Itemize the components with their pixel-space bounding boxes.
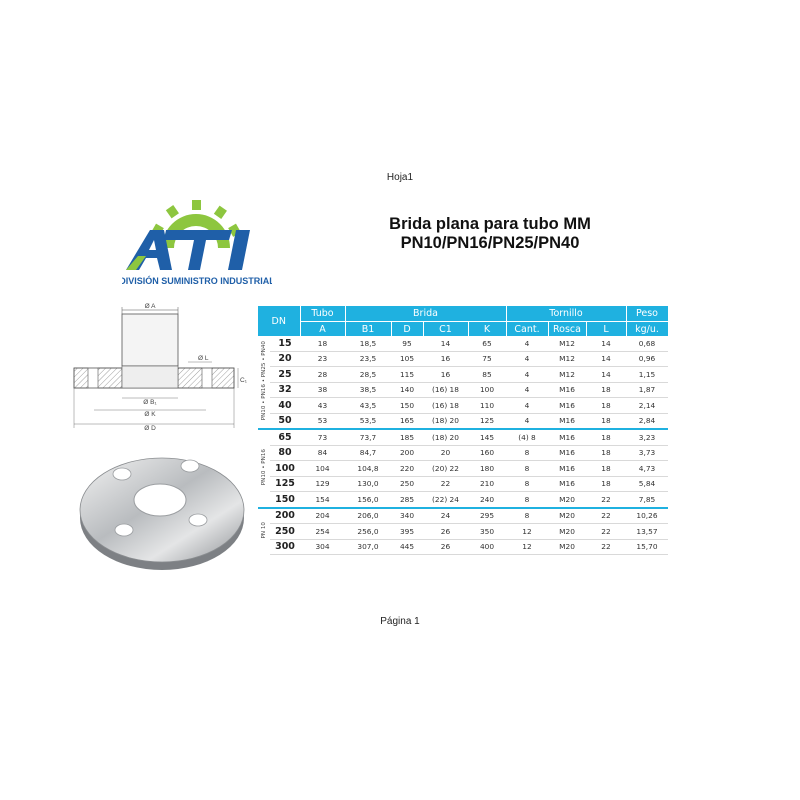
- table-cell: 3,23: [626, 429, 668, 445]
- col-sub-a: A: [300, 322, 345, 337]
- table-cell: 16: [423, 367, 468, 383]
- table-cell: (20) 22: [423, 461, 468, 477]
- table-row: [258, 461, 668, 477]
- table-cell: 43,5: [345, 398, 391, 414]
- table-cell: 0,68: [626, 336, 668, 351]
- table-cell: 18: [586, 476, 626, 492]
- table-cell: 73: [300, 429, 345, 445]
- table-cell: 16: [423, 351, 468, 367]
- table-cell: 0,96: [626, 351, 668, 367]
- table-cell: 28: [300, 367, 345, 383]
- table-cell: M12: [548, 336, 586, 351]
- table-cell: 104,8: [345, 461, 391, 477]
- table-cell: 22: [586, 539, 626, 555]
- table-cell: 8: [506, 508, 548, 524]
- table-cell: 300: [270, 539, 300, 555]
- table-row: [258, 524, 668, 540]
- table-cell: 395: [391, 524, 423, 540]
- table-cell: 40: [270, 398, 300, 414]
- logo-subtitle: DIVISIÓN SUMINISTRO INDUSTRIAL: [122, 276, 272, 286]
- table-cell: 210: [468, 476, 506, 492]
- table-cell: M16: [548, 413, 586, 429]
- table-cell: 23,5: [345, 351, 391, 367]
- table-cell: 24: [423, 508, 468, 524]
- table-cell: 200: [270, 508, 300, 524]
- table-cell: 4,73: [626, 461, 668, 477]
- sheet-footer: Página 1: [380, 616, 420, 627]
- table-row: [258, 445, 668, 461]
- table-cell: 400: [468, 539, 506, 555]
- table-row: [258, 398, 668, 414]
- table-cell: 285: [391, 492, 423, 508]
- table-cell: M16: [548, 445, 586, 461]
- table-cell: 13,57: [626, 524, 668, 540]
- col-header-dn: DN: [258, 306, 300, 336]
- table-cell: 8: [506, 476, 548, 492]
- technical-drawing: [68, 298, 248, 438]
- table-cell: 350: [468, 524, 506, 540]
- table-row: [258, 336, 668, 351]
- table-cell: 84,7: [345, 445, 391, 461]
- table-cell: 250: [270, 524, 300, 540]
- table-cell: 4: [506, 367, 548, 383]
- table-row: [258, 476, 668, 492]
- table-cell: 3,73: [626, 445, 668, 461]
- col-sub-peso: kg/u.: [626, 322, 668, 337]
- table-cell: M20: [548, 524, 586, 540]
- table-cell: 14: [423, 336, 468, 351]
- table-cell: 140: [391, 382, 423, 398]
- table-cell: 18: [586, 382, 626, 398]
- col-sub-d: D: [391, 322, 423, 337]
- table-cell: 18: [586, 413, 626, 429]
- table-cell: 18: [300, 336, 345, 351]
- table-cell: 100: [270, 461, 300, 477]
- table-cell: 75: [468, 351, 506, 367]
- pressure-group-label: [258, 336, 270, 429]
- table-row: [258, 382, 668, 398]
- table-cell: 43: [300, 398, 345, 414]
- table-cell: 115: [391, 367, 423, 383]
- col-header-tubo: Tubo: [300, 306, 345, 322]
- table-cell: M16: [548, 461, 586, 477]
- table-cell: 160: [468, 445, 506, 461]
- table-cell: 10,26: [626, 508, 668, 524]
- table-row: [258, 508, 668, 524]
- table-cell: 8: [506, 461, 548, 477]
- dim-label-d: Ø D: [144, 425, 156, 432]
- table-cell: 7,85: [626, 492, 668, 508]
- table-cell: M20: [548, 508, 586, 524]
- col-sub-rosca: Rosca: [548, 322, 586, 337]
- table-cell: 5,84: [626, 476, 668, 492]
- table-row: [258, 539, 668, 555]
- table-cell: (18) 20: [423, 413, 468, 429]
- table-cell: 104: [300, 461, 345, 477]
- table-cell: 1,15: [626, 367, 668, 383]
- table-cell: 8: [506, 445, 548, 461]
- table-cell: 80: [270, 445, 300, 461]
- table-cell: 85: [468, 367, 506, 383]
- pressure-group-text: PN 10: [261, 522, 267, 539]
- table-cell: 165: [391, 413, 423, 429]
- table-cell: (18) 20: [423, 429, 468, 445]
- table-cell: 130,0: [345, 476, 391, 492]
- table-cell: 28,5: [345, 367, 391, 383]
- table-cell: 18: [586, 461, 626, 477]
- table-cell: 20: [423, 445, 468, 461]
- table-cell: 220: [391, 461, 423, 477]
- table-cell: M16: [548, 382, 586, 398]
- dim-label-c1: C₁: [240, 377, 247, 384]
- table-cell: 23: [300, 351, 345, 367]
- table-cell: 445: [391, 539, 423, 555]
- table-cell: 14: [586, 367, 626, 383]
- table-cell: 125: [270, 476, 300, 492]
- table-cell: 12: [506, 524, 548, 540]
- table-cell: 154: [300, 492, 345, 508]
- table-cell: 1,87: [626, 382, 668, 398]
- table-cell: 25: [270, 367, 300, 383]
- table-cell: 53: [300, 413, 345, 429]
- table-cell: 340: [391, 508, 423, 524]
- col-header-tornillo: Tornillo: [506, 306, 626, 322]
- table-cell: 240: [468, 492, 506, 508]
- table-cell: 4: [506, 351, 548, 367]
- table-cell: 20: [270, 351, 300, 367]
- table-cell: (4) 8: [506, 429, 548, 445]
- table-cell: 307,0: [345, 539, 391, 555]
- pressure-group-text: PN10 • PN16 • PN25 • PN40: [261, 341, 267, 421]
- table-cell: 256,0: [345, 524, 391, 540]
- col-sub-c1: C1: [423, 322, 468, 337]
- table-cell: 150: [391, 398, 423, 414]
- table-cell: 95: [391, 336, 423, 351]
- table-cell: 65: [270, 429, 300, 445]
- table-cell: 204: [300, 508, 345, 524]
- table-cell: 145: [468, 429, 506, 445]
- table-cell: 38,5: [345, 382, 391, 398]
- table-cell: 105: [391, 351, 423, 367]
- table-cell: 180: [468, 461, 506, 477]
- table-cell: 15: [270, 336, 300, 351]
- flange-image: [78, 452, 246, 572]
- table-cell: 200: [391, 445, 423, 461]
- table-cell: 4: [506, 398, 548, 414]
- table-cell: 254: [300, 524, 345, 540]
- table-row: [258, 429, 668, 445]
- table-cell: 22: [586, 524, 626, 540]
- table-cell: 206,0: [345, 508, 391, 524]
- table-cell: 15,70: [626, 539, 668, 555]
- table-cell: 250: [391, 476, 423, 492]
- table-cell: (16) 18: [423, 398, 468, 414]
- table-cell: 129: [300, 476, 345, 492]
- table-cell: 125: [468, 413, 506, 429]
- sheet-header: Hoja1: [386, 172, 414, 183]
- table-cell: 18: [586, 445, 626, 461]
- col-sub-cant: Cant.: [506, 322, 548, 337]
- document-title: [340, 215, 640, 253]
- table-cell: M16: [548, 476, 586, 492]
- table-cell: 65: [468, 336, 506, 351]
- pressure-group-label: [258, 508, 270, 555]
- table-cell: 12: [506, 539, 548, 555]
- table-cell: 22: [423, 476, 468, 492]
- dim-label-a: Ø A: [144, 303, 156, 310]
- table-cell: 4: [506, 413, 548, 429]
- table-row: [258, 351, 668, 367]
- table-cell: 304: [300, 539, 345, 555]
- table-cell: 2,14: [626, 398, 668, 414]
- dim-label-l: Ø L: [198, 355, 209, 362]
- table-cell: M20: [548, 539, 586, 555]
- table-cell: 26: [423, 539, 468, 555]
- table-cell: M16: [548, 398, 586, 414]
- table-cell: 4: [506, 382, 548, 398]
- company-logo: [122, 200, 272, 290]
- table-cell: 18: [586, 429, 626, 445]
- table-row: [258, 492, 668, 508]
- table-cell: 156,0: [345, 492, 391, 508]
- table-cell: 22: [586, 508, 626, 524]
- table-cell: 73,7: [345, 429, 391, 445]
- table-row: [258, 367, 668, 383]
- col-header-brida: Brida: [345, 306, 506, 322]
- col-sub-k: K: [468, 322, 506, 337]
- col-sub-b1: B1: [345, 322, 391, 337]
- table-cell: 100: [468, 382, 506, 398]
- table-cell: 53,5: [345, 413, 391, 429]
- table-cell: 14: [586, 336, 626, 351]
- table-cell: (16) 18: [423, 382, 468, 398]
- pressure-group-text: PN10 • PN16: [261, 449, 267, 486]
- table-cell: 32: [270, 382, 300, 398]
- table-cell: (22) 24: [423, 492, 468, 508]
- dim-label-k: Ø K: [144, 411, 156, 418]
- pressure-group-label: [258, 429, 270, 508]
- table-cell: 26: [423, 524, 468, 540]
- table-cell: 22: [586, 492, 626, 508]
- table-cell: 2,84: [626, 413, 668, 429]
- table-cell: 110: [468, 398, 506, 414]
- col-sub-l: L: [586, 322, 626, 337]
- table-cell: 38: [300, 382, 345, 398]
- table-cell: 84: [300, 445, 345, 461]
- title-line-2: PN10/PN16/PN25/PN40: [400, 234, 580, 252]
- table-cell: 4: [506, 336, 548, 351]
- table-cell: M16: [548, 429, 586, 445]
- table-cell: 50: [270, 413, 300, 429]
- table-cell: 295: [468, 508, 506, 524]
- dim-label-b1: Ø B₁: [143, 399, 157, 406]
- col-header-peso: Peso: [626, 306, 668, 322]
- table-cell: M12: [548, 351, 586, 367]
- flange-spec-table: [258, 306, 669, 555]
- title-line-1: Brida plana para tubo MM: [389, 215, 591, 233]
- table-cell: 18: [586, 398, 626, 414]
- table-cell: M20: [548, 492, 586, 508]
- table-row: [258, 413, 668, 429]
- table-cell: 150: [270, 492, 300, 508]
- table-cell: 8: [506, 492, 548, 508]
- table-cell: 14: [586, 351, 626, 367]
- table-cell: 185: [391, 429, 423, 445]
- table-cell: 18,5: [345, 336, 391, 351]
- table-cell: M12: [548, 367, 586, 383]
